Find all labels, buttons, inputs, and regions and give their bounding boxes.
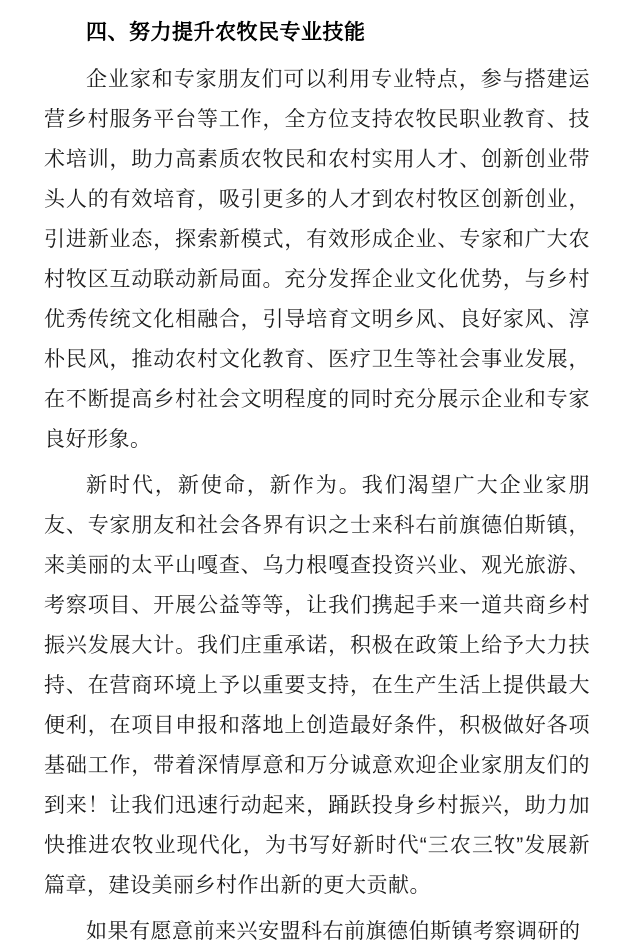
paragraph-visit-intro: 如果有愿意前来兴安盟科右前旗德伯斯镇考察调研的 — [86, 920, 581, 943]
section-heading: 四、努力提升农牧民专业技能 — [86, 21, 366, 44]
paragraph-invitation: 新时代，新使命，新作为。我们渴望广大企业家朋友、专家朋友和社会各界有识之士来科右前旗德伯斯镇，来美丽的太平山嘎查、乌力根嘎查投资兴业、观光旅游、考察项目、开展公益等等，让我们携起手来一道共商乡村振兴发展大计。我们庄重承诺，积极在政策上给予大力扶持、在营商环境上予以重要支持，在生产生活上提供最大便利，在项目申报和落地上创造最好条件，积极做好各项基础工作，带着深情厚意和万分诚意欢迎企业家朋友们的到来！让我们迅速行动起来，踊跃投身乡村振兴，助力加快推进农牧业现代化，为书写好新时代“三农三牧”发展新篇章，建设美丽乡村作出新的更大贡献。 — [44, 474, 590, 897]
paragraph-skills-support: 企业家和专家朋友们可以利用专业特点，参与搭建运营乡村服务平台等工作，全方位支持农牧民职业教育、技术培训，助力高素质农牧民和农村实用人才、创新创业带头人的有效培育，吸引更多的人才到农村牧区创新创业，引进新业态，探索新模式，有效形成企业、专家和广大农村牧区互动联动新局面。充分发挥企业文化优势，与乡村优秀传统文化相融合，引导培育文明乡风、良好家风、淳朴民风，推动农村文化教育、医疗卫生等社会事业发展，在不断提高乡村社会文明程度的同时充分展示企业和专家良好形象。 — [44, 68, 590, 451]
